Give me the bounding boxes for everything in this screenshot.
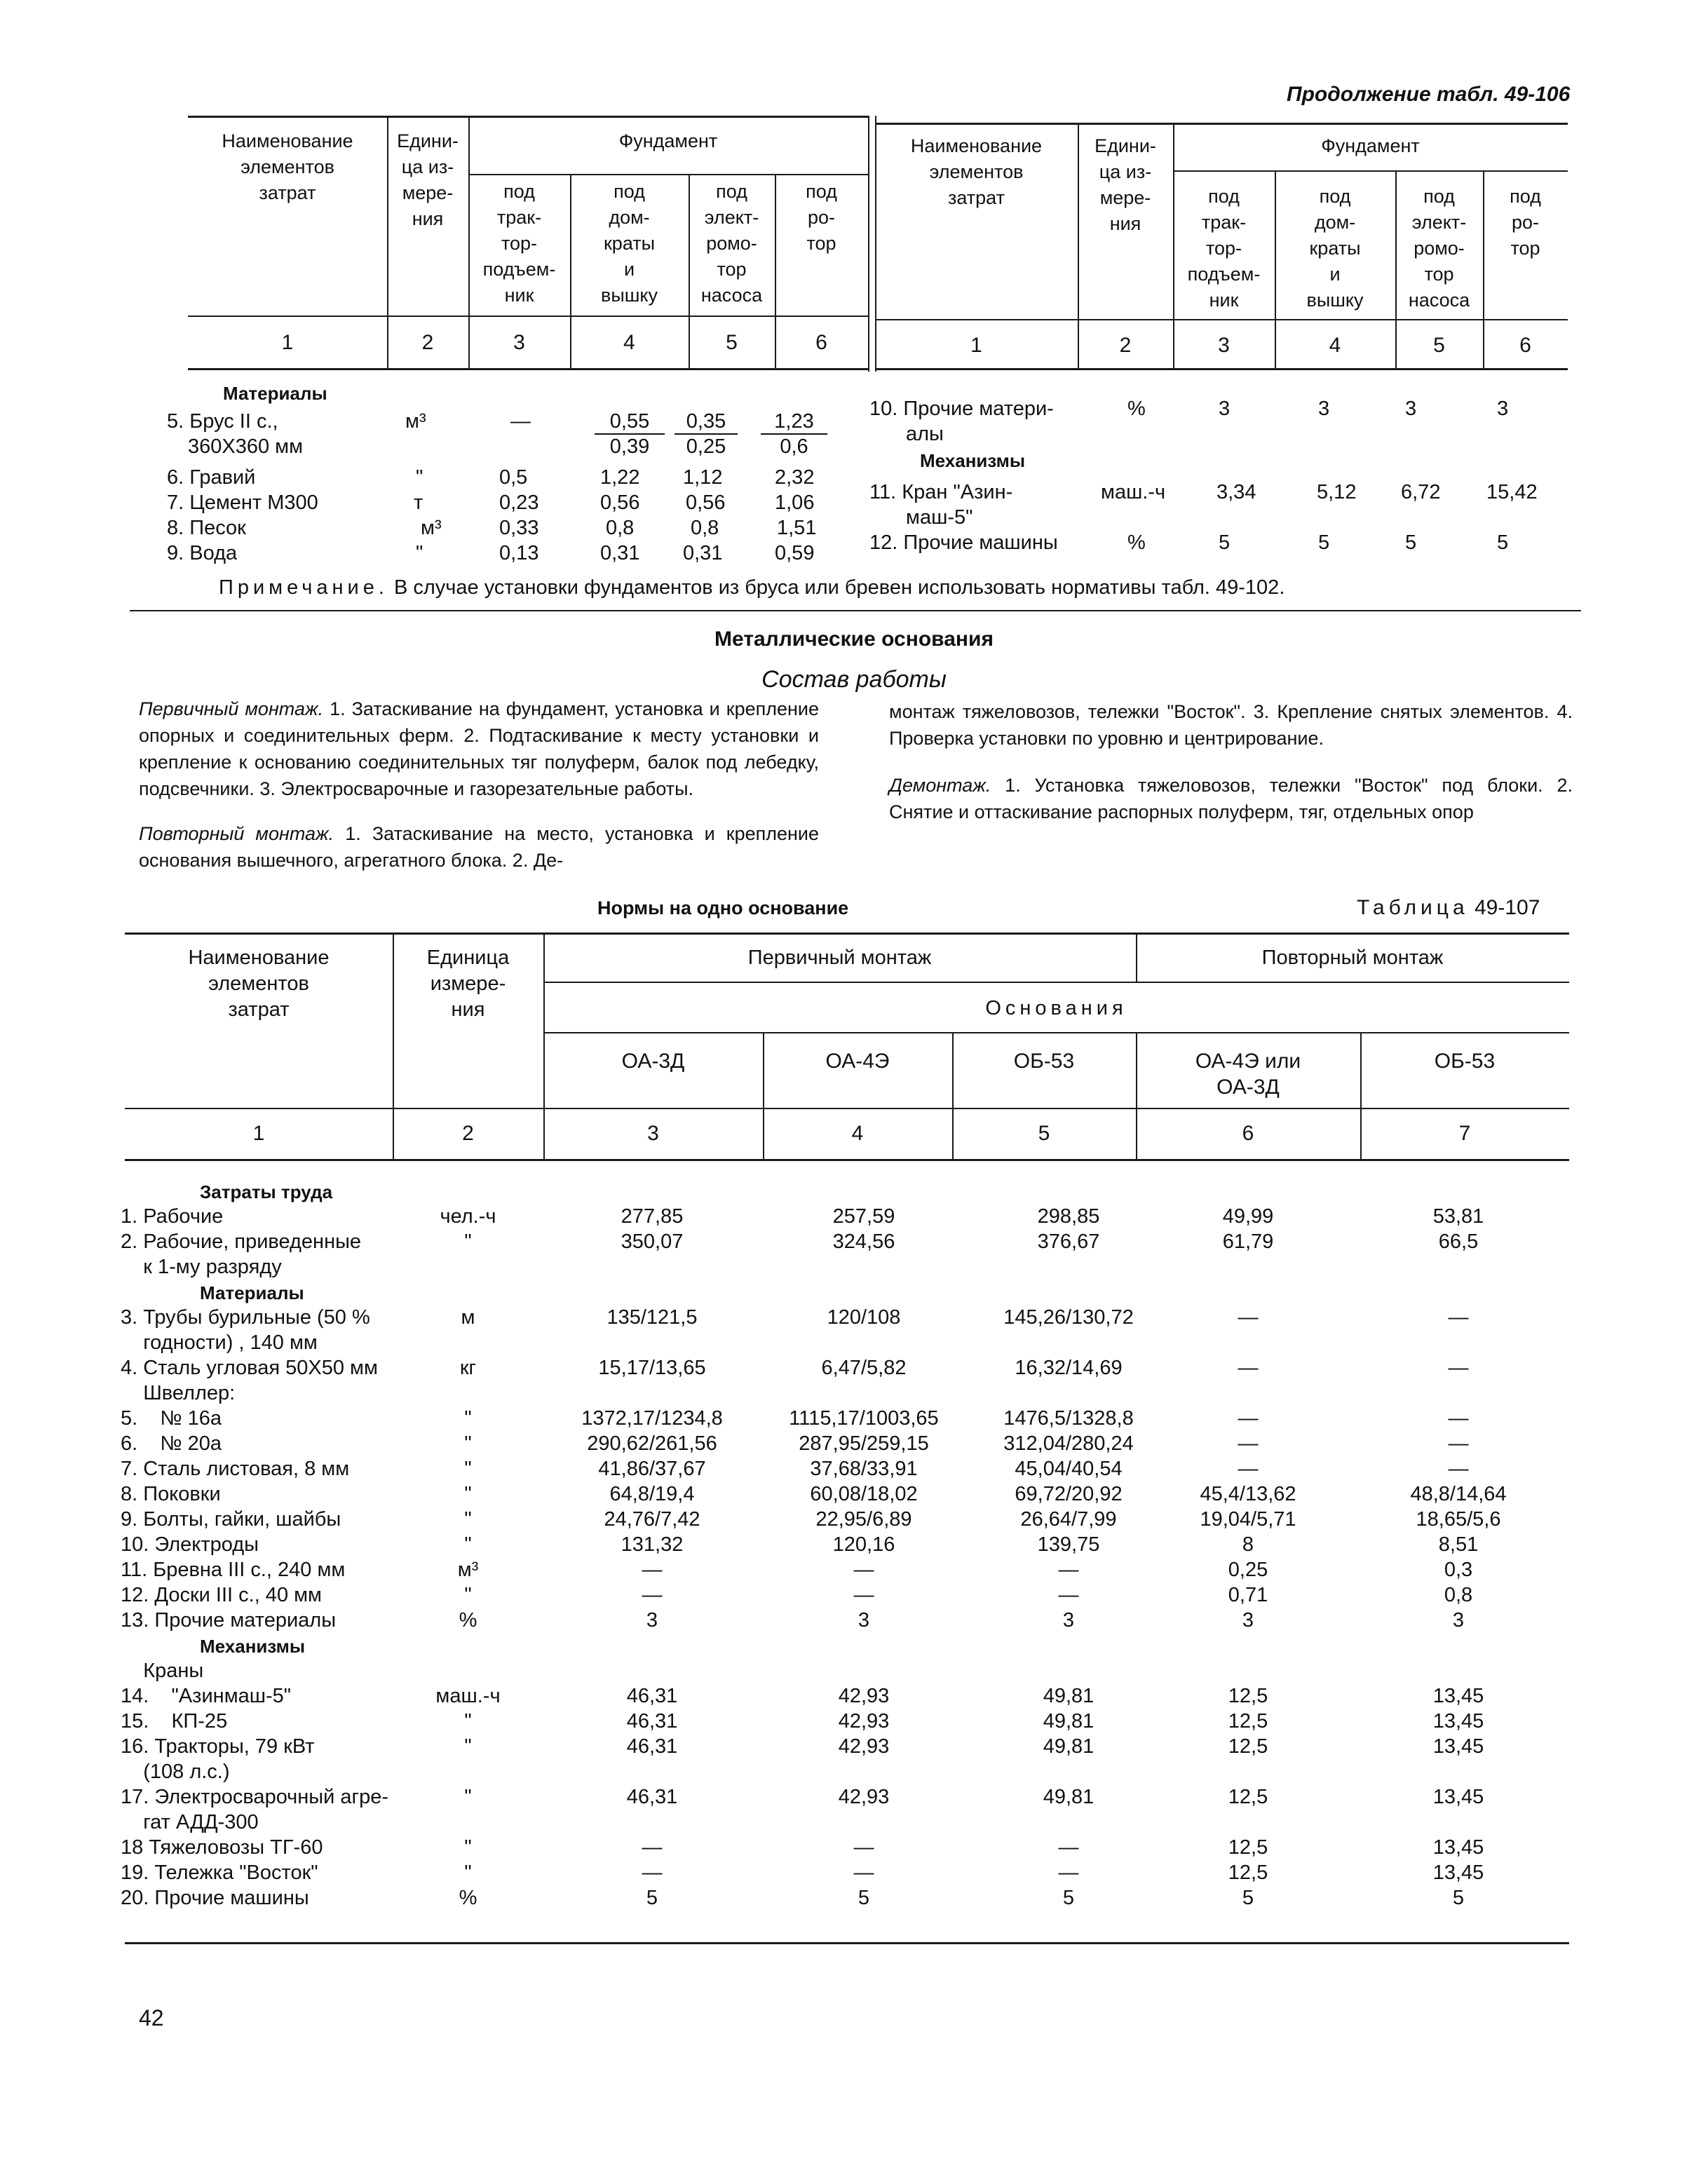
t1-colnum: 6 xyxy=(1519,334,1531,357)
t1-colnum: 3 xyxy=(513,331,525,354)
row-value: — xyxy=(642,1559,663,1581)
row-value: 45,4/13,62 xyxy=(1200,1483,1296,1505)
t1-colnum: 5 xyxy=(726,331,738,354)
row-value: 5 xyxy=(858,1887,870,1909)
t1-row-unit: м³ xyxy=(405,410,426,433)
t1-brus-frac xyxy=(675,409,738,459)
row-name: 2. Рабочие, приведенные xyxy=(121,1230,362,1253)
t1-row-unit: маш.-ч xyxy=(1101,481,1166,503)
row-value: 0,71 xyxy=(1228,1584,1268,1606)
t1-row-value: 0,23 xyxy=(499,491,539,514)
t2-colnum: 6 xyxy=(1242,1122,1254,1145)
table-number xyxy=(1357,896,1540,920)
work-left-paragraph-2 xyxy=(139,820,819,874)
t1-row-unit: % xyxy=(1127,398,1146,420)
row-name: 11. Бревна III с., 240 мм xyxy=(121,1559,346,1581)
row-value: — xyxy=(853,1584,874,1606)
t1-row-name: 7. Цемент М300 xyxy=(167,491,318,514)
t1-colnum: 2 xyxy=(421,331,434,354)
row-value: — xyxy=(1058,1584,1079,1606)
row-value: 19,04/5,71 xyxy=(1200,1508,1296,1531)
row-name: 7. Сталь листовая, 8 мм xyxy=(121,1458,350,1480)
section-title: Металлические основания xyxy=(714,628,994,651)
row-unit: чел.-ч xyxy=(440,1205,496,1228)
row-name: 6. № 20а xyxy=(121,1432,222,1455)
row-value: 1476,5/1328,8 xyxy=(1003,1407,1134,1430)
t1-row-unit: " xyxy=(416,466,423,489)
row-unit: " xyxy=(464,1786,472,1808)
t1-header-name-right: Наименование элементов затрат xyxy=(910,135,1043,208)
primary-label: Первичный монтаж. xyxy=(139,698,324,719)
t2-header-repeat: Повторный монтаж xyxy=(1261,947,1444,969)
t1-section-mechanisms: Механизмы xyxy=(920,450,1026,471)
row-name: 1. Рабочие xyxy=(121,1205,224,1228)
row-value: 12,5 xyxy=(1228,1786,1268,1808)
row-value: 15,17/13,65 xyxy=(598,1357,706,1379)
work-left-paragraph-1 xyxy=(139,696,819,802)
row-unit: " xyxy=(464,1584,472,1606)
t1-colnum: 1 xyxy=(281,331,294,354)
row-value: 18,65/5,6 xyxy=(1416,1508,1501,1531)
t2-header-name: Наименование элементов затрат xyxy=(188,947,330,1021)
dismantle-label: Демонтаж. xyxy=(889,775,991,796)
t1-row-value: 0,59 xyxy=(775,542,815,564)
row-unit: маш.-ч xyxy=(435,1685,501,1707)
row-unit: " xyxy=(464,1432,472,1455)
row-value: 48,8/14,64 xyxy=(1410,1483,1507,1505)
t1-row-name: 12. Прочие машины xyxy=(869,531,1058,554)
t1-row-value: 0,8 xyxy=(691,517,719,539)
row-value: — xyxy=(1448,1432,1469,1455)
repeat-label: Повторный монтаж. xyxy=(139,823,334,844)
note-label: Примечание. xyxy=(219,576,388,599)
row-value: 45,04/40,54 xyxy=(1015,1458,1123,1480)
t1-row-value: — xyxy=(510,410,531,433)
t2-header-primary: Первичный монтаж xyxy=(747,947,932,969)
t1-colnum: 4 xyxy=(623,331,635,354)
row-name: 18 Тяжеловозы ТГ-60 xyxy=(121,1836,323,1859)
row-value: 12,5 xyxy=(1228,1862,1268,1884)
row-value: 0,8 xyxy=(1444,1584,1473,1606)
t1-row-unit: т xyxy=(414,491,423,514)
row-value: 13,45 xyxy=(1432,1862,1484,1884)
row-value: 66,5 xyxy=(1438,1230,1479,1253)
row-name: 16. Тракторы, 79 кВт xyxy=(121,1735,315,1758)
row-value: 12,5 xyxy=(1228,1735,1268,1758)
t1-row-value: 5 xyxy=(1405,531,1417,554)
frac-bottom: 0,6 xyxy=(780,435,808,458)
row-value: 324,56 xyxy=(832,1230,895,1253)
row-name: Краны xyxy=(121,1660,204,1682)
t1-header-f1-right: под трак- тор- подъем- ник xyxy=(1187,186,1261,311)
t1-row-value: 0,56 xyxy=(600,491,640,514)
t1-row-name: алы xyxy=(906,423,944,445)
row-value: 131,32 xyxy=(621,1533,684,1556)
t1-row-name: 8. Песок xyxy=(167,517,246,539)
row-name: 13. Прочие материалы xyxy=(121,1609,337,1632)
row-value: 37,68/33,91 xyxy=(810,1458,918,1480)
t1-row-value: 5 xyxy=(1318,531,1330,554)
t1-row-value: 0,5 xyxy=(499,466,528,489)
frac-top: 1,23 xyxy=(761,409,827,435)
t2-colnum: 7 xyxy=(1458,1122,1471,1145)
row-value: 3 xyxy=(1452,1609,1465,1632)
t1-row-value: 3 xyxy=(1219,398,1231,420)
row-value: 1372,17/1234,8 xyxy=(581,1407,723,1430)
t1-row-value: 3 xyxy=(1405,398,1417,420)
row-unit: " xyxy=(464,1407,472,1430)
t2-section-heading: Затраты труда xyxy=(200,1181,333,1202)
row-value: — xyxy=(1448,1407,1469,1430)
t1-row-value: 1,12 xyxy=(683,466,723,489)
row-value: 5 xyxy=(1062,1887,1075,1909)
t2-header-c4: ОА-4Э xyxy=(825,1050,890,1073)
row-value: 376,67 xyxy=(1037,1230,1100,1253)
row-value: 49,81 xyxy=(1043,1710,1094,1732)
t1-header-unit: Едини- ца из- мере- ния xyxy=(397,130,459,229)
row-value: 42,93 xyxy=(838,1685,890,1707)
row-value: 46,31 xyxy=(626,1735,678,1758)
row-unit: " xyxy=(464,1483,472,1505)
t1-row-name: 6. Гравий xyxy=(167,466,256,489)
row-unit: % xyxy=(459,1609,477,1632)
t2-colnum: 3 xyxy=(647,1122,659,1145)
row-value: — xyxy=(1448,1306,1469,1329)
t1-header-unit-right: Едини- ца из- мере- ния xyxy=(1094,135,1156,234)
row-value: — xyxy=(1448,1357,1469,1379)
t1-header-f3-right: под элект- ромо- тор насоса xyxy=(1408,186,1470,311)
row-value: 49,81 xyxy=(1043,1786,1094,1808)
t1-row-unit: м³ xyxy=(421,517,442,539)
t2-colnum: 5 xyxy=(1038,1122,1050,1145)
t1-row-value: 0,31 xyxy=(683,542,723,564)
t1-row-value: 1,22 xyxy=(600,466,640,489)
row-value: 120/108 xyxy=(827,1306,901,1329)
t1-brus-frac xyxy=(761,409,827,459)
row-value: 26,64/7,99 xyxy=(1020,1508,1117,1531)
frac-bottom: 0,25 xyxy=(686,435,726,458)
t1-row-value: 6,72 xyxy=(1401,481,1441,503)
row-unit: " xyxy=(464,1735,472,1758)
t2-section-heading: Материалы xyxy=(200,1282,304,1303)
row-value: 13,45 xyxy=(1432,1836,1484,1859)
row-value: 290,62/261,56 xyxy=(587,1432,717,1455)
row-value: — xyxy=(1448,1458,1469,1480)
t1-brus-frac xyxy=(595,409,665,459)
frac-top: 0,55 xyxy=(595,409,665,435)
row-value: 8,51 xyxy=(1438,1533,1479,1556)
t1-colnum: 2 xyxy=(1119,334,1132,357)
row-value: 120,16 xyxy=(832,1533,895,1556)
dismantle-text: 1. Установка тяжеловозов, тележки "Восток" под блоки. 2. Снятие и оттаскивание распорных полуферм, тяг, отдельных опор xyxy=(889,775,1573,822)
t1-row-value: 0,8 xyxy=(606,517,635,539)
t1-row-value: 0,13 xyxy=(499,542,539,564)
row-name: 9. Болты, гайки, шайбы xyxy=(121,1508,341,1531)
t1-row-name: 11. Кран "Азин- xyxy=(869,481,1013,503)
t1-row-name: 10. Прочие матери- xyxy=(869,398,1054,420)
row-value: 312,04/280,24 xyxy=(1003,1432,1134,1455)
row-value: 6,47/5,82 xyxy=(821,1357,907,1379)
t1-header-f2-right: под дом- краты и вышку xyxy=(1306,186,1364,311)
t2-header-bases: Основания xyxy=(985,997,1127,1019)
row-value: 12,5 xyxy=(1228,1836,1268,1859)
row-value: — xyxy=(1058,1559,1079,1581)
row-unit: кг xyxy=(459,1357,477,1379)
row-value: 277,85 xyxy=(621,1205,684,1228)
row-value: 16,32/14,69 xyxy=(1015,1357,1123,1379)
row-value: — xyxy=(1058,1862,1079,1884)
row-value: — xyxy=(1238,1432,1259,1455)
row-name: 10. Электроды xyxy=(121,1533,259,1556)
t1-row-value: 0,33 xyxy=(499,517,539,539)
t1-colnum: 6 xyxy=(815,331,827,354)
row-name: 14. "Азинмаш-5" xyxy=(121,1685,292,1707)
row-value: 46,31 xyxy=(626,1685,678,1707)
work-right-paragraph-1: монтаж тяжеловозов, тележки "Восток". 3. Крепление снятых элементов. 4. Проверка установки по уровню и центрирование. xyxy=(889,701,1573,749)
row-name: 19. Тележка "Восток" xyxy=(121,1862,318,1884)
t1-row-name: 360Х360 мм xyxy=(188,435,304,458)
row-name: 5. № 16а xyxy=(121,1407,222,1430)
row-value: 0,3 xyxy=(1444,1559,1473,1581)
row-value: 49,81 xyxy=(1043,1685,1094,1707)
row-value: 3 xyxy=(858,1609,870,1632)
repeat-text: 1. Затаскивание на место, установка и крепление основания вышечного, агрегатного блока. 2. Де- xyxy=(139,823,819,871)
row-value: 0,25 xyxy=(1228,1559,1268,1581)
row-value: 46,31 xyxy=(626,1786,678,1808)
row-value: 42,93 xyxy=(838,1786,890,1808)
row-value: — xyxy=(642,1836,663,1859)
continuation-title: Продолжение табл. 49-106 xyxy=(1287,83,1571,106)
page-number: 42 xyxy=(139,2005,164,2030)
row-value: 8 xyxy=(1242,1533,1254,1556)
t1-header-f2: под дом- краты и вышку xyxy=(600,181,658,306)
row-name: (108 л.с.) xyxy=(121,1761,230,1783)
t1-row-value: 1,06 xyxy=(775,491,815,514)
t1-row-value: 0,31 xyxy=(600,542,640,564)
t1-section-materials: Материалы xyxy=(223,383,327,404)
row-unit: " xyxy=(464,1458,472,1480)
t1-row-value: 1,51 xyxy=(777,517,817,539)
row-value: 3 xyxy=(646,1609,658,1632)
t1-row-name: 9. Вода xyxy=(167,542,238,564)
row-name: 3. Трубы бурильные (50 % xyxy=(121,1306,370,1329)
t2-header-c5: ОБ-53 xyxy=(1013,1050,1075,1073)
t2-header-c7: ОБ-53 xyxy=(1434,1050,1496,1073)
t1-row-value: 2,32 xyxy=(775,466,815,489)
row-value: 42,93 xyxy=(838,1710,890,1732)
primary-text: 1. Затаскивание на фундамент, установка и крепление опорных и соединительных ферм. 2. Подтаскивание к месту установки и крепление к основанию соединительных тяг полуферм, балок под лебедку, подсвечники. 3. Электросварочные и газорезательные работы. xyxy=(139,698,820,799)
row-unit: " xyxy=(464,1836,472,1859)
t2-section-heading: Механизмы xyxy=(200,1636,306,1657)
t1-row-value: 15,42 xyxy=(1486,481,1538,503)
row-value: 64,8/19,4 xyxy=(609,1483,695,1505)
row-value: — xyxy=(853,1862,874,1884)
row-value: 60,08/18,02 xyxy=(810,1483,918,1505)
t1-header-f4-right: под ро- тор xyxy=(1510,186,1541,259)
row-value: 13,45 xyxy=(1432,1786,1484,1808)
row-value: 257,59 xyxy=(832,1205,895,1228)
t1-colnum: 3 xyxy=(1218,334,1230,357)
frac-bottom: 0,39 xyxy=(609,435,650,458)
t1-row-name: 5. Брус II с., xyxy=(167,410,278,433)
t1-row-value: 0,56 xyxy=(686,491,726,514)
t1-header-f3: под элект- ромо- тор насоса xyxy=(700,181,763,306)
row-value: 5 xyxy=(646,1887,658,1909)
row-value: 3 xyxy=(1242,1609,1254,1632)
t1-row-value: 3,34 xyxy=(1216,481,1256,503)
row-value: 145,26/130,72 xyxy=(1003,1306,1134,1329)
row-value: — xyxy=(853,1559,874,1581)
row-value: 46,31 xyxy=(626,1710,678,1732)
t2-header-c3: ОА-3Д xyxy=(621,1050,685,1073)
row-name: 20. Прочие машины xyxy=(121,1887,309,1909)
t1-row-name: маш-5" xyxy=(906,506,973,529)
row-value: — xyxy=(642,1584,663,1606)
table-num: 49-107 xyxy=(1468,896,1540,919)
t1-header-name: Наименование элементов затрат xyxy=(222,130,353,203)
row-value: 53,81 xyxy=(1432,1205,1484,1228)
t1-row-unit: % xyxy=(1127,531,1146,554)
row-value: — xyxy=(1238,1407,1259,1430)
t2-colnum: 4 xyxy=(851,1122,864,1145)
t2-colnum: 2 xyxy=(462,1122,474,1145)
row-value: — xyxy=(1238,1458,1259,1480)
row-unit: м xyxy=(461,1306,475,1329)
row-value: 12,5 xyxy=(1228,1710,1268,1732)
work-title: Состав работы xyxy=(761,666,947,693)
t1-row-unit: " xyxy=(416,542,423,564)
row-value: 49,81 xyxy=(1043,1735,1094,1758)
work-right-paragraph-2 xyxy=(889,772,1573,825)
row-unit: " xyxy=(464,1533,472,1556)
t1-header-foundation: Фундамент xyxy=(618,130,718,151)
row-value: 1115,17/1003,65 xyxy=(789,1407,939,1430)
row-value: — xyxy=(1238,1306,1259,1329)
row-name: 15. КП-25 xyxy=(121,1710,228,1732)
row-value: — xyxy=(1058,1836,1079,1859)
t2-colnum: 1 xyxy=(252,1122,265,1145)
row-value: 49,99 xyxy=(1222,1205,1274,1228)
row-value: 24,76/7,42 xyxy=(604,1508,700,1531)
t2-header-c6: ОА-4Э или ОА-3Д xyxy=(1195,1050,1301,1099)
row-name: 8. Поковки xyxy=(121,1483,221,1505)
note-text: В случае установки фундаментов из бруса или бревен использовать нормативы табл. 49-102. xyxy=(388,576,1285,599)
t1-colnum: 5 xyxy=(1433,334,1445,357)
t1-row-value: 5,12 xyxy=(1317,481,1357,503)
t1-header-f1: под трак- тор- подъем- ник xyxy=(482,181,556,306)
row-value: 350,07 xyxy=(621,1230,684,1253)
row-value: 298,85 xyxy=(1037,1205,1100,1228)
row-value: — xyxy=(1238,1357,1259,1379)
t1-row-value: 3 xyxy=(1497,398,1509,420)
row-unit: " xyxy=(464,1862,472,1884)
row-unit: " xyxy=(464,1710,472,1732)
t1-row-value: 5 xyxy=(1497,531,1509,554)
t1-colnum: 4 xyxy=(1329,334,1341,357)
row-name: 4. Сталь угловая 50Х50 мм xyxy=(121,1357,378,1379)
row-name: Швеллер: xyxy=(121,1382,236,1404)
row-value: 13,45 xyxy=(1432,1735,1484,1758)
row-value: 287,95/259,15 xyxy=(799,1432,929,1455)
row-value: 5 xyxy=(1452,1887,1465,1909)
t1-header-foundation-right: Фундамент xyxy=(1321,135,1420,156)
t1-note xyxy=(219,575,1285,600)
t1-header-f4: под ро- тор xyxy=(806,181,837,254)
row-unit: м³ xyxy=(457,1559,479,1581)
row-name: 17. Электросварочный агре- xyxy=(121,1786,389,1808)
t2-header-unit: Единица измере- ния xyxy=(426,947,510,1021)
row-value: 135/121,5 xyxy=(606,1306,698,1329)
row-value: 41,86/37,67 xyxy=(598,1458,706,1480)
row-value: 13,45 xyxy=(1432,1685,1484,1707)
row-unit: % xyxy=(459,1887,477,1909)
row-value: 139,75 xyxy=(1037,1533,1100,1556)
t1-row-value: 3 xyxy=(1318,398,1330,420)
row-name: гат АДД-300 xyxy=(121,1811,259,1833)
t1-row-value: 5 xyxy=(1219,531,1231,554)
row-unit: " xyxy=(464,1230,472,1253)
table-label: Таблица xyxy=(1357,896,1469,919)
row-value: 12,5 xyxy=(1228,1685,1268,1707)
row-name: годности) , 140 мм xyxy=(121,1331,318,1354)
row-value: — xyxy=(642,1862,663,1884)
norms-title: Нормы на одно основание xyxy=(597,897,849,918)
t1-colnum: 1 xyxy=(970,334,982,357)
row-value: 5 xyxy=(1242,1887,1254,1909)
row-value: 42,93 xyxy=(838,1735,890,1758)
frac-top: 0,35 xyxy=(675,409,738,435)
row-name: 12. Доски III с., 40 мм xyxy=(121,1584,322,1606)
row-value: 61,79 xyxy=(1222,1230,1274,1253)
row-value: 3 xyxy=(1062,1609,1075,1632)
row-unit: " xyxy=(464,1508,472,1531)
row-value: 13,45 xyxy=(1432,1710,1484,1732)
row-value: 22,95/6,89 xyxy=(815,1508,912,1531)
row-value: — xyxy=(853,1836,874,1859)
row-value: 69,72/20,92 xyxy=(1015,1483,1123,1505)
row-name: к 1-му разряду xyxy=(121,1256,282,1278)
